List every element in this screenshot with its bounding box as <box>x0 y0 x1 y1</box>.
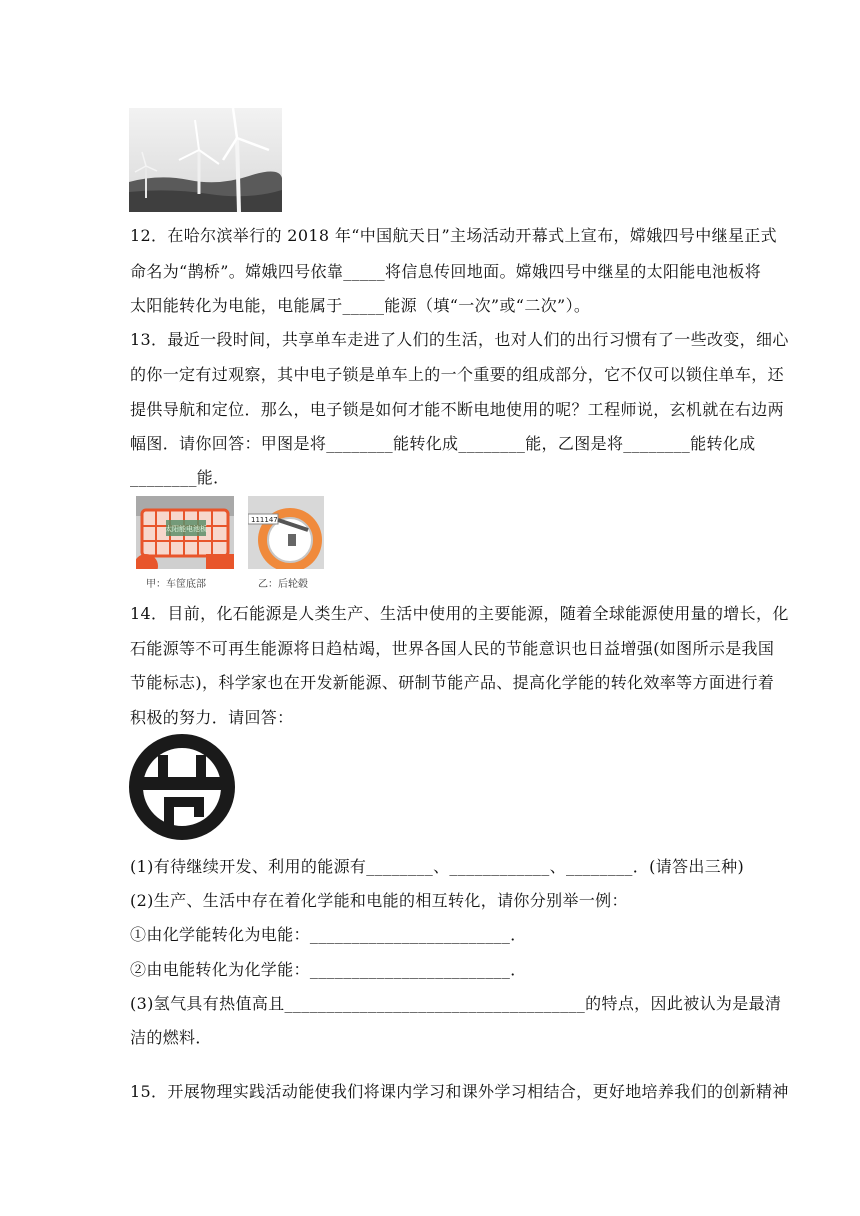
q14-sub-6: 洁的燃料． <box>130 1028 212 1047</box>
q12-line-3: 太阳能转化为电能，电能属于_____能源（填“一次”或“二次”）。 <box>130 296 591 315</box>
q13-line-4: 幅图．请你回答：甲图是将________能转化成________能，乙图是将________能转化成 <box>130 434 756 453</box>
q14-line-4: 积极的努力．请回答： <box>130 708 294 727</box>
bike-basket-photo <box>136 496 234 569</box>
q13-line-1: 13．最近一段时间，共享单车走进了人们的生活，也对人们的出行习惯有了一些改变，细心 <box>130 330 789 349</box>
q14-sub-2: (2)生产、生活中存在着化学能和电能的相互转化，请你分别举一例： <box>130 891 628 910</box>
q14-sub-1: (1)有待继续开发、利用的能源有________、____________、________．(请答出三种) <box>130 857 745 876</box>
q14-sub-3: ①由化学能转化为电能：________________________． <box>130 925 527 944</box>
q12-line-1: 12．在哈尔滨举行的 2018 年“中国航天日”主场活动开幕式上宣布，嫦娥四号中继星正式 <box>130 226 778 245</box>
q14-line-2: 石能源等不可再生能源将日趋枯竭，世界各国人民的节能意识也日益增强(如图所示是我国 <box>130 639 775 658</box>
q13-line-3: 提供导航和定位．那么，电子锁是如何才能不断电地使用的呢？工程师说，玄机就在右边两 <box>130 400 785 419</box>
hub-serial-text: 111147 <box>251 516 278 524</box>
q13-line-5: ________能． <box>130 468 230 487</box>
q14-line-1: 14．目前，化石能源是人类生产、生活中使用的主要能源，随着全球能源使用量的增长，化 <box>130 604 789 623</box>
rear-hub-photo <box>248 496 324 569</box>
q13-line-2: 的你一定有过观察，其中电子锁是单车上的一个重要的组成部分，它不仅可以锁住单车，还 <box>130 365 785 384</box>
caption-left: 甲：车筐底部 <box>146 579 206 590</box>
q14-sub-4: ②由电能转化为化学能：________________________． <box>130 960 527 979</box>
q12-line-2: 命名为“鹊桥”。嫦娥四号依靠_____将信息传回地面。嫦娥四号中继星的太阳能电池板将 <box>130 262 762 281</box>
wind-turbine-photo <box>129 108 282 212</box>
q15-line-1: 15．开展物理实践活动能使我们将课内学习和课外学习相结合，更好地培养我们的创新精神 <box>130 1082 789 1101</box>
wind-turbine-illustration <box>129 108 282 212</box>
q14-line-3: 节能标志)，科学家也在开发新能源、研制节能产品、提高化学能的转化效率等方面进行着 <box>130 673 775 692</box>
energy-saving-logo <box>128 733 236 841</box>
basket-panel-text: 太阳能电池板 <box>165 525 207 533</box>
q14-sub-5: (3)氢气具有热值高且____________________________________的特点，因此被认为是最清 <box>130 994 782 1013</box>
caption-right: 乙：后轮毂 <box>258 579 308 590</box>
